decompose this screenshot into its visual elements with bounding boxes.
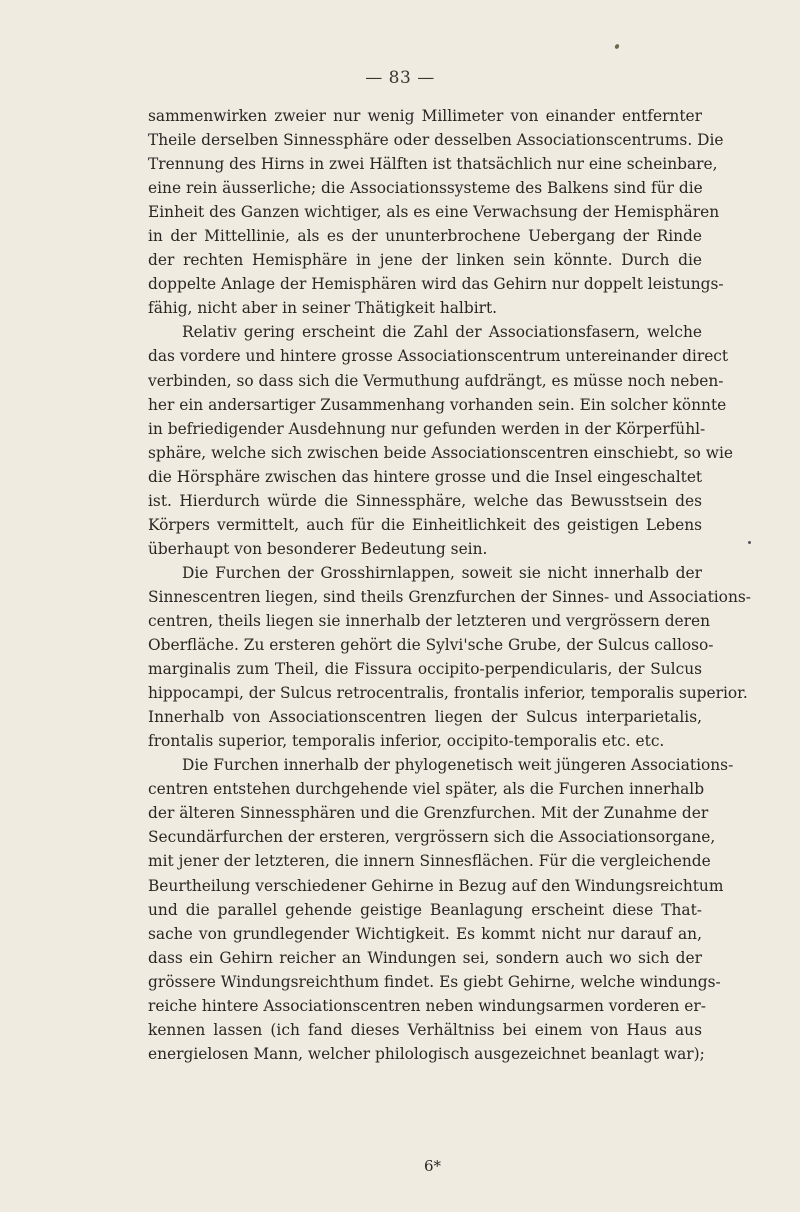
text-line: Theile derselben Sinnessphäre oder desselben Associationscentrums. Die xyxy=(148,131,724,150)
text-line: grössere Windungsreichthum findet. Es giebt Gehirne, welche windungs- xyxy=(148,972,721,991)
text-line: centren entstehen durchgehende viel später, als die Furchen innerhalb xyxy=(148,780,705,799)
text-line: überhaupt von besonderer Bedeutung sein. xyxy=(148,539,488,558)
body-text xyxy=(148,104,751,1066)
text-line: frontalis superior, temporalis inferior, occipito-temporalis etc. etc. xyxy=(148,732,665,751)
text-line: das vordere und hintere grosse Associationscentrum untereinander direct xyxy=(148,347,729,366)
text-line: Trennung des Hirns in zwei Hälften ist thatsächlich nur eine scheinbare, xyxy=(148,155,718,174)
text-line: sphäre, welche sich zwischen beide Associationscentren einschiebt, so wie xyxy=(148,443,734,462)
text-line: marginalis zum Theil, die Fissura occipito-perpendicularis, der Sulcus xyxy=(148,660,702,679)
text-line: reiche hintere Associationscentren neben windungsarmen vorderen er- xyxy=(148,996,706,1015)
text-line: energielosen Mann, welcher philologisch ausgezeichnet beanlagt war); xyxy=(148,1044,705,1063)
text-line: verbinden, so dass sich die Vermuthung aufdrängt, es müsse noch neben- xyxy=(148,371,724,390)
text-line: centren, theils liegen sie innerhalb der letzteren und vergrössern deren xyxy=(148,611,711,630)
text-line: der älteren Sinnessphären und die Grenzfurchen. Mit der Zunahme der xyxy=(148,804,709,823)
text-line: Innerhalb von Associationscentren liegen der Sulcus interparietalis, xyxy=(148,708,702,727)
text-line: Körpers vermittelt, auch für die Einheitlichkeit des geistigen Lebens xyxy=(148,515,702,534)
text-line: kennen lassen (ich fand dieses Verhältniss bei einem von Haus aus xyxy=(148,1020,702,1039)
text-line: doppelte Anlage der Hemisphären wird das Gehirn nur doppelt leistungs- xyxy=(148,275,724,294)
page-number-header: — 83 — xyxy=(365,68,435,88)
text-line: eine rein äusserliche; die Associationssysteme des Balkens sind für die xyxy=(148,179,703,198)
ink-fleck xyxy=(614,43,620,49)
text-line: die Hörsphäre zwischen das hintere grosse und die Insel eingeschaltet xyxy=(148,467,703,486)
text-line: Die Furchen der Grosshirnlappen, soweit sie nicht innerhalb der xyxy=(182,563,702,582)
text-line: in befriedigender Ausdehnung nur gefunden werden in der Körperfühl- xyxy=(148,419,706,438)
text-line: dass ein Gehirn reicher an Windungen sei, sondern auch wo sich der xyxy=(148,948,702,967)
text-line: Sinnescentren liegen, sind theils Grenzfurchen der Sinnes- und Associations- xyxy=(148,587,751,606)
text-line: Relativ gering erscheint die Zahl der Associationsfasern, welche xyxy=(182,323,702,342)
text-line: Beurtheilung verschiedener Gehirne in Bezug auf den Windungsreichtum xyxy=(148,876,724,895)
signature-mark: 6* xyxy=(424,1157,442,1175)
text-line: der rechten Hemisphäre in jene der linken sein könnte. Durch die xyxy=(148,251,702,270)
text-line: in der Mittellinie, als es der ununterbrochene Uebergang der Rinde xyxy=(148,227,702,246)
text-line: ist. Hierdurch würde die Sinnessphäre, welche das Bewusstsein des xyxy=(148,491,702,510)
text-line: her ein andersartiger Zusammenhang vorhanden sein. Ein solcher könnte xyxy=(148,395,727,414)
text-line: Oberfläche. Zu ersteren gehört die Sylvi'sche Grube, der Sulcus calloso- xyxy=(148,636,714,655)
margin-mark xyxy=(748,541,751,544)
text-line: sammenwirken zweier nur wenig Millimeter von einander entfernter xyxy=(148,107,702,125)
text-line: und die parallel gehende geistige Beanlagung erscheint diese That- xyxy=(148,900,702,919)
text-line: Secundärfurchen der ersteren, vergrössern sich die Associationsorgane, xyxy=(148,828,716,847)
text-line: sache von grundlegender Wichtigkeit. Es kommt nicht nur darauf an, xyxy=(148,924,702,943)
text-line: Die Furchen innerhalb der phylogenetisch weit jüngeren Associations- xyxy=(182,756,734,775)
text-line: hippocampi, der Sulcus retrocentralis, frontalis inferior, temporalis superior. xyxy=(148,684,748,703)
text-line: fähig, nicht aber in seiner Thätigkeit halbirt. xyxy=(148,299,498,318)
text-line: Einheit des Ganzen wichtiger, als es eine Verwachsung der Hemisphären xyxy=(148,203,720,222)
text-line: mit jener der letzteren, die innern Sinnesflächen. Für die vergleichende xyxy=(148,852,711,871)
